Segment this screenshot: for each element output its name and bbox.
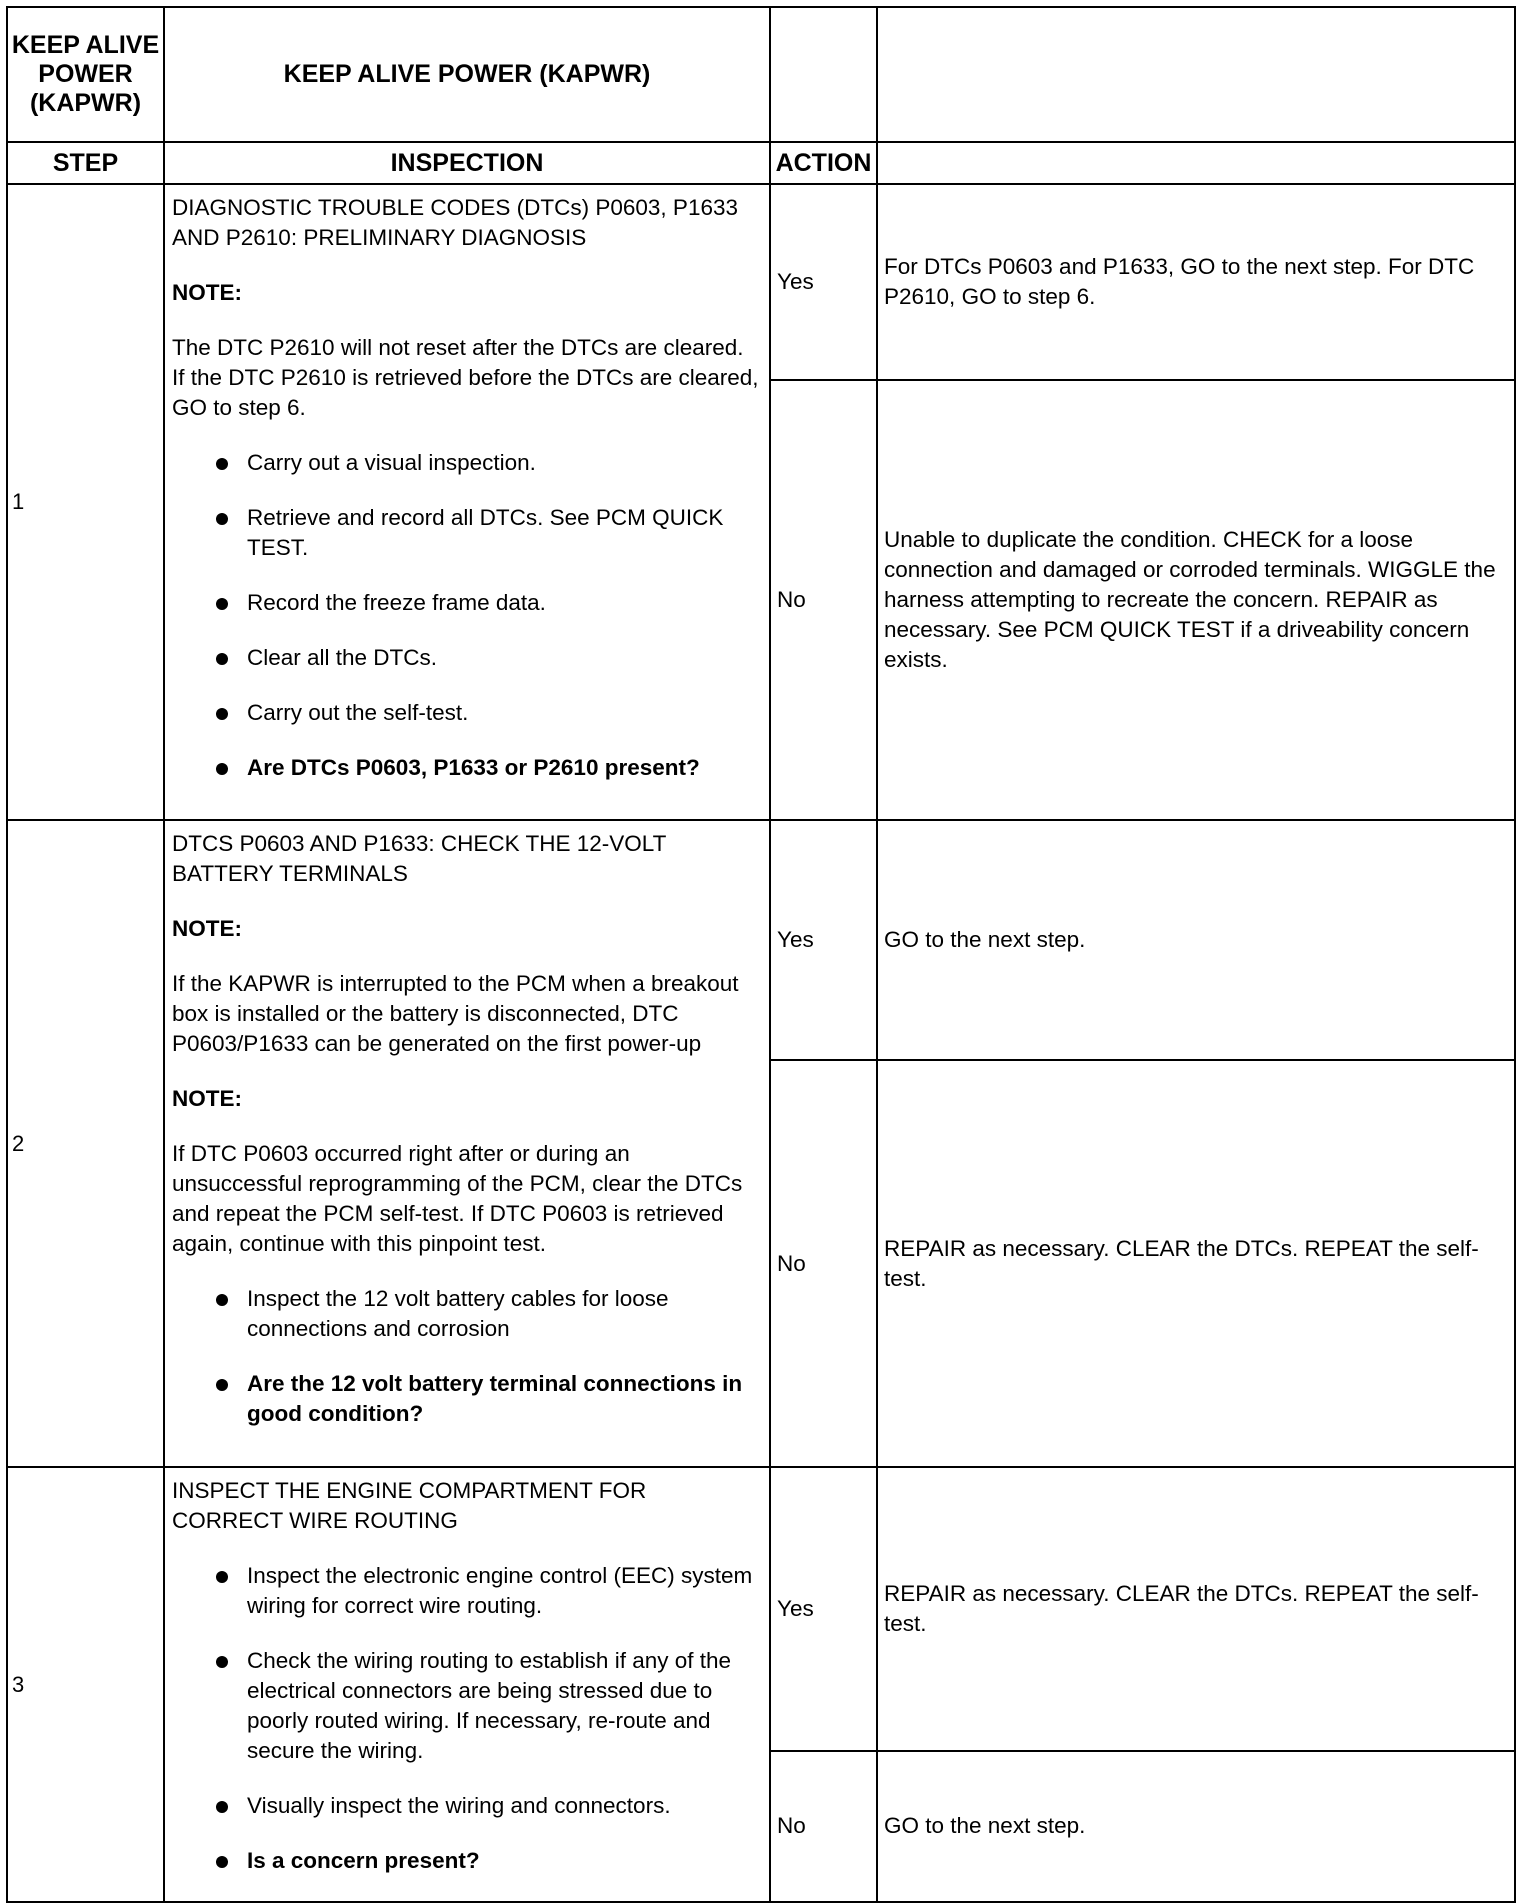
step-3-no-label: No [770,1751,877,1903]
step-2-title: DTCS P0603 AND P1633: CHECK THE 12-VOLT BATTERY TERMINALS [172,831,666,886]
step-2-inspection [164,820,770,1467]
step-1-bullet: Record the freeze frame data. [172,588,761,618]
step-1-bullet: Retrieve and record all DTCs. See PCM QUICK TEST. [172,503,761,563]
step-3-yes-label: Yes [770,1467,877,1751]
step-3-yes-action: REPAIR as necessary. CLEAR the DTCs. REPEAT the self-test. [877,1467,1515,1751]
step-header: STEP [7,142,164,184]
column-header-row [7,142,1515,184]
step-1-no-label: No [770,380,877,820]
step-1-bullet: Clear all the DTCs. [172,643,761,673]
step-1-number: 1 [7,184,164,820]
step-2-question: Are the 12 volt battery terminal connections in good condition? [172,1369,761,1429]
table-title: KEEP ALIVE POWER (KAPWR) [164,7,770,142]
step-1-question: Are DTCs P0603, P1633 or P2610 present? [172,753,761,783]
step-3-no-action: GO to the next step. [877,1751,1515,1903]
step-1-no-action: Unable to duplicate the condition. CHECK for a loose connection and damaged or corroded terminals. WIGGLE the harness attempting to recreate the concern. REPAIR as necessary. See PCM QUICK TEST if a driveability concern exists. [877,380,1515,820]
step-2-yes-label: Yes [770,820,877,1060]
step-2-number: 2 [7,820,164,1467]
step-2-bullet: Inspect the 12 volt battery cables for loose connections and corrosion [172,1284,761,1344]
step-3-bullet: Visually inspect the wiring and connectors. [172,1791,761,1821]
step-1-yes-row [7,184,1515,380]
header-empty-action [770,7,877,142]
step-3-bullet: Inspect the electronic engine control (EEC) system wiring for correct wire routing. [172,1561,761,1621]
step-1-bullets [172,448,761,783]
step-2-note2-label: NOTE: [172,1086,242,1111]
step-1-note-text: The DTC P2610 will not reset after the DTCs are cleared. If the DTC P2610 is retrieved before the DTCs are cleared, GO to step 6. [172,335,759,420]
step-3-bullet: Check the wiring routing to establish if any of the electrical connectors are being stressed due to poorly routed wiring. If necessary, re-route and secure the wiring. [172,1646,761,1766]
step-2-yes-action: GO to the next step. [877,820,1515,1060]
step-1-title: DIAGNOSTIC TROUBLE CODES (DTCs) P0603, P1633 AND P2610: PRELIMINARY DIAGNOSIS [172,195,738,250]
title-row [7,7,1515,142]
step-2-bullets [172,1284,761,1429]
step-1-bullet: Carry out the self-test. [172,698,761,728]
step-2-note-text: If the KAPWR is interrupted to the PCM when a breakout box is installed or the battery is disconnected, DTC P0603/P1633 can be generated on the first power-up [172,971,739,1056]
header-col1: KEEP ALIVE POWER (KAPWR) [7,7,164,142]
step-1-yes-label: Yes [770,184,877,380]
step-3-number: 3 [7,1467,164,1902]
step-1-inspection [164,184,770,820]
header-empty-result [877,7,1515,142]
diagnostic-table [6,6,1516,1903]
step-2-no-action: REPAIR as necessary. CLEAR the DTCs. REPEAT the self-test. [877,1060,1515,1467]
step-2-yes-row [7,820,1515,1060]
result-header-empty [877,142,1515,184]
inspection-header: INSPECTION [164,142,770,184]
step-3-title: INSPECT THE ENGINE COMPARTMENT FOR CORRECT WIRE ROUTING [172,1478,647,1533]
step-2-note2-text: If DTC P0603 occurred right after or during an unsuccessful reprogramming of the PCM, clear the DTCs and repeat the PCM self-test. If DTC P0603 is retrieved again, continue with this pinpoint test. [172,1141,743,1256]
step-2-note-label: NOTE: [172,916,242,941]
step-3-yes-row [7,1467,1515,1751]
step-1-note-label: NOTE: [172,280,242,305]
step-2-no-label: No [770,1060,877,1467]
step-1-yes-action: For DTCs P0603 and P1633, GO to the next step. For DTC P2610, GO to step 6. [877,184,1515,380]
step-3-bullets [172,1561,761,1876]
step-3-inspection [164,1467,770,1902]
step-1-bullet: Carry out a visual inspection. [172,448,761,478]
step-3-question: Is a concern present? [172,1846,761,1876]
action-header: ACTION [770,142,877,184]
